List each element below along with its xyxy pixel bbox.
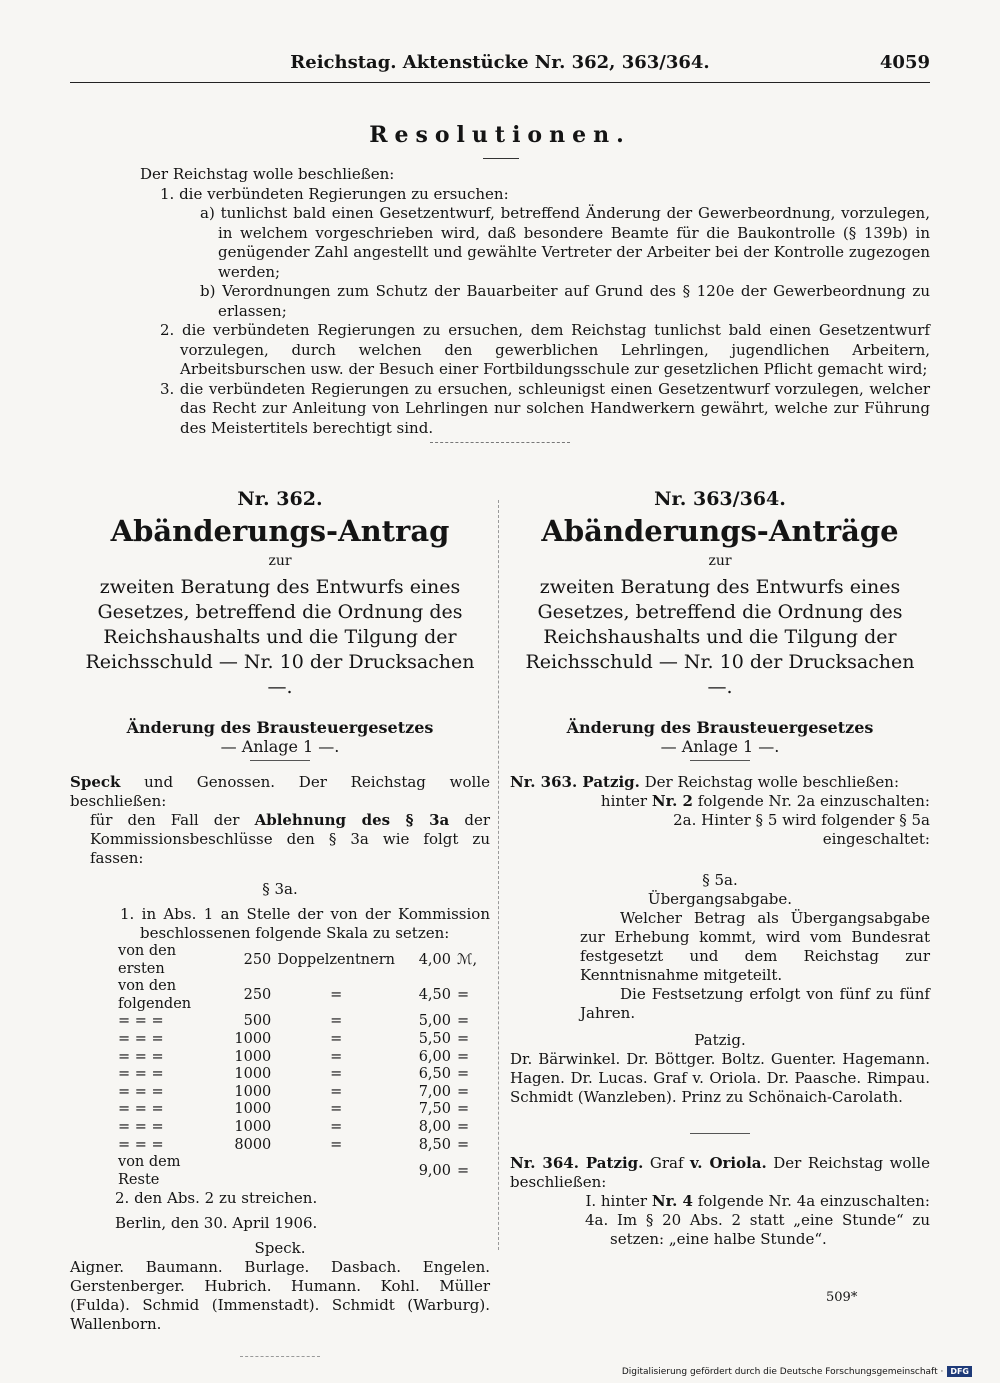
condition-bold: Ablehnung des § 3a bbox=[254, 811, 450, 829]
signers-list: Dr. Bärwinkel. Dr. Böttger. Boltz. Guenter. Hagemann. Hagen. Dr. Lucas. Graf v. Oriola. Dr. Paasche. Rimpau. Schmidt (Wanzleben). Prinz zu Schönaich-Carolath. bbox=[510, 1050, 930, 1106]
signers-list: Aigner. Baumann. Burlage. Dasbach. Engelen. Gerstenberger. Hubrich. Humann. Kohl. Müller (Fulda). Schmid (Immenstadt). Schmidt (Warburg). Wallenborn. bbox=[70, 1258, 490, 1334]
motion-364-text: Der Reichstag wolle beschließen: bbox=[510, 1154, 931, 1191]
row-currency: = bbox=[457, 1136, 470, 1153]
section-divider bbox=[430, 442, 570, 443]
line2-bold: Nr. 2 bbox=[651, 792, 693, 810]
dfg-logo: DFG bbox=[947, 1366, 972, 1377]
row-rate: 9,00 bbox=[418, 1162, 451, 1179]
document-intro: zweiten Beratung des Entwurfs eines Gesetzes, betreffend die Ordnung des Reichshaushalts und die Tilgung der Reichsschuld — Nr. 10 der Drucksachen —. bbox=[525, 576, 915, 698]
line2-text: hinter bbox=[600, 792, 652, 810]
motion-363 bbox=[510, 773, 930, 792]
motion-364 bbox=[510, 1154, 930, 1192]
table-row bbox=[115, 1066, 490, 1084]
date-line: Berlin, den 30. April 1906. bbox=[115, 1214, 318, 1233]
row-rate: 6,00 bbox=[418, 1048, 451, 1065]
row-unit: = bbox=[330, 1136, 343, 1153]
row-unit: Doppelzentnern bbox=[277, 951, 395, 968]
row-prefix: von den ersten bbox=[118, 943, 177, 977]
table-row bbox=[115, 1119, 490, 1137]
motion-363-line2 bbox=[510, 792, 930, 811]
row-prefix: = = = bbox=[118, 1083, 164, 1100]
document-intro: zweiten Beratung des Entwurfs eines Gesetzes, betreffend die Ordnung des Reichshaushalts und die Tilgung der Reichsschuld — Nr. 10 der Drucksachen —. bbox=[85, 576, 475, 698]
table-row bbox=[115, 1084, 490, 1102]
paragraph-label: § 3a. bbox=[262, 880, 298, 898]
column-divider bbox=[498, 500, 499, 1250]
resolution-item-1: 1. die verbündeten Regierungen zu ersuchen: bbox=[160, 184, 509, 203]
row-unit: = bbox=[330, 1101, 343, 1118]
section-title: Änderung des Brausteuergesetzes bbox=[126, 718, 434, 737]
footer-credit bbox=[622, 1366, 972, 1377]
row-prefix: = = = bbox=[118, 1013, 164, 1030]
row-quantity: 1000 bbox=[234, 1066, 272, 1083]
anlage-label: — Anlage 1 —. bbox=[220, 737, 340, 756]
end-rule bbox=[240, 1356, 320, 1357]
row-prefix: = = = bbox=[118, 1101, 164, 1118]
motion-364-line2 bbox=[510, 1192, 930, 1211]
section-title: Änderung des Brausteuergesetzes bbox=[566, 718, 874, 737]
motion-363-line3: 2a. Hinter § 5 wird folgender § 5a eingeschaltet: bbox=[673, 811, 930, 848]
line2-bold: Nr. 4 bbox=[651, 1192, 693, 1210]
table-row bbox=[115, 1031, 490, 1049]
running-title: Reichstag. Aktenstücke Nr. 362, 363/364. bbox=[290, 52, 710, 73]
row-currency: = bbox=[457, 1013, 470, 1030]
paragraph-title: Übergangsabgabe. bbox=[647, 890, 793, 908]
motion-364-bold: v. Oriola. bbox=[690, 1154, 767, 1172]
row-unit: = bbox=[330, 1030, 343, 1047]
document-heading: Abänderungs-Antrag bbox=[110, 514, 450, 548]
row-unit bbox=[274, 1154, 398, 1189]
table-row bbox=[115, 978, 490, 1013]
row-quantity: 250 bbox=[243, 951, 272, 968]
condition-text: für den Fall der bbox=[90, 811, 255, 829]
lead-name: Speck bbox=[70, 773, 121, 791]
paragraph-text-2: Die Festsetzung erfolgt von fünf zu fünf Jahren. bbox=[580, 985, 930, 1022]
motion-363-text: Der Reichstag wolle beschließen: bbox=[639, 773, 899, 791]
row-prefix: = = = bbox=[118, 1118, 164, 1135]
point-1: 1. in Abs. 1 an Stelle der von der Kommission beschlossenen folgende Skala zu setzen: bbox=[120, 905, 490, 942]
motion-364-label: Nr. 364. Patzig. bbox=[510, 1154, 644, 1172]
resolution-item-1b: b) Verordnungen zum Schutz der Bauarbeiter auf Grund des § 120e der Gewerbeordnung zu erlassen; bbox=[200, 282, 930, 320]
zur-text: zur bbox=[268, 553, 292, 569]
header-rule bbox=[70, 82, 930, 83]
row-quantity: 250 bbox=[243, 986, 272, 1003]
row-quantity: 1000 bbox=[234, 1101, 272, 1118]
tax-scale-table bbox=[115, 943, 490, 1189]
motion-lead bbox=[70, 773, 490, 811]
row-currency: = bbox=[457, 1030, 470, 1047]
document-heading: Abänderungs-Anträge bbox=[541, 514, 899, 548]
row-quantity bbox=[208, 1154, 274, 1189]
resolution-item-1a: a) tunlichst bald einen Gesetzentwurf, betreffend Änderung der Gewerbeordnung, vorzulegen, in welchem vorgeschrieben wird, daß besondere Beamte für die Baukontrolle (§ 139b) in genügender Zahl angestellt und gewählte Vertreter der Arbeiter bei der Kontrolle zugezogen werden; bbox=[200, 204, 930, 281]
table-row bbox=[115, 943, 490, 978]
table-row bbox=[115, 1049, 490, 1067]
short-divider bbox=[690, 1133, 750, 1134]
row-unit: = bbox=[330, 1066, 343, 1083]
document-number: Nr. 363/364. bbox=[654, 488, 786, 510]
signer-head: Speck. bbox=[254, 1239, 306, 1258]
footer-text: Digitalisierung gefördert durch die Deutsche Forschungsgemeinschaft · bbox=[621, 1366, 944, 1377]
row-rate: 6,50 bbox=[418, 1066, 451, 1083]
row-currency: = bbox=[457, 1066, 470, 1083]
print-mark: 509* bbox=[826, 1290, 858, 1305]
row-currency: = bbox=[457, 986, 470, 1003]
short-divider bbox=[690, 760, 750, 761]
row-prefix: = = = bbox=[118, 1066, 164, 1083]
resolutions-intro: Der Reichstag wolle beschließen: bbox=[140, 165, 395, 183]
row-currency: ℳ, bbox=[457, 951, 478, 968]
row-quantity: 8000 bbox=[234, 1136, 272, 1153]
document-number: Nr. 362. bbox=[237, 488, 323, 510]
row-prefix: von dem Reste bbox=[118, 1154, 181, 1188]
row-prefix: = = = bbox=[118, 1048, 164, 1065]
row-quantity: 500 bbox=[243, 1013, 272, 1030]
row-quantity: 1000 bbox=[234, 1083, 272, 1100]
row-unit: = bbox=[330, 1083, 343, 1100]
row-unit: = bbox=[330, 1048, 343, 1065]
row-currency: = bbox=[457, 1101, 470, 1118]
row-currency: = bbox=[457, 1118, 470, 1135]
row-currency: = bbox=[457, 1083, 470, 1100]
row-currency: = bbox=[457, 1162, 470, 1179]
table-row bbox=[115, 1101, 490, 1119]
table-row bbox=[115, 1013, 490, 1031]
lead-text: und Genossen. Der Reichstag wolle beschließen: bbox=[70, 773, 490, 810]
resolution-item-3: 3. die verbündeten Regierungen zu ersuchen, schleunigst einen Gesetzentwurf vorzulegen, welcher das Recht zur Anleitung von Lehrlingen nur solchen Handwerkern gewährt, welche zur Führung des Meistertitels berechtigt sind. bbox=[160, 379, 930, 437]
right-column bbox=[510, 490, 930, 1249]
row-rate: 8,00 bbox=[418, 1118, 451, 1135]
row-rate: 8,50 bbox=[418, 1136, 451, 1153]
line2-text: I. hinter bbox=[585, 1192, 652, 1210]
row-rate: 5,00 bbox=[418, 1013, 451, 1030]
page-number: 4059 bbox=[879, 52, 930, 73]
paragraph-label: § 5a. bbox=[702, 871, 738, 889]
row-rate: 4,50 bbox=[418, 986, 451, 1003]
anlage-label: — Anlage 1 —. bbox=[660, 737, 780, 756]
row-currency: = bbox=[457, 1048, 470, 1065]
row-quantity: 1000 bbox=[234, 1048, 272, 1065]
row-rate: 4,00 bbox=[418, 951, 451, 968]
resolution-item-2: 2. die verbündeten Regierungen zu ersuchen, dem Reichstag tunlichst bald einen Gesetzentwurf vorzulegen, durch welchen den gewerblichen Lehrlingen, jugendlichen Arbeitern, Arbeitsburschen usw. der Besuch einer Fortbildungsschule zur gesetzlichen Pflicht gemacht wird; bbox=[160, 321, 930, 378]
zur-text: zur bbox=[708, 553, 732, 569]
table-row bbox=[115, 1154, 490, 1189]
resolutions-body bbox=[140, 165, 930, 438]
line2-end: folgende Nr. 4a einzuschalten: bbox=[693, 1192, 930, 1210]
row-rate: 7,00 bbox=[418, 1083, 451, 1100]
row-rate: 7,50 bbox=[418, 1101, 451, 1118]
page-header bbox=[70, 52, 930, 82]
left-column bbox=[70, 490, 490, 1357]
row-prefix: von den folgenden bbox=[118, 978, 192, 1012]
row-unit: = bbox=[330, 1013, 343, 1030]
point-2: 2. den Abs. 2 zu streichen. bbox=[115, 1189, 318, 1208]
title-rule bbox=[483, 158, 519, 159]
row-prefix: = = = bbox=[118, 1136, 164, 1153]
row-quantity: 1000 bbox=[234, 1118, 272, 1135]
row-unit: = bbox=[330, 986, 343, 1003]
motion-364-mid: Graf bbox=[643, 1154, 691, 1172]
table-row bbox=[115, 1137, 490, 1155]
row-rate: 5,50 bbox=[418, 1030, 451, 1047]
condition-text-end: der Kommissionsbeschlüsse den § 3a wie folgt zu fassen: bbox=[90, 811, 490, 867]
motion-364-line3: 4a. Im § 20 Abs. 2 statt „eine Stunde“ zu setzen: „eine halbe Stunde“. bbox=[585, 1211, 930, 1248]
row-quantity: 1000 bbox=[234, 1030, 272, 1047]
line2-end: folgende Nr. 2a einzuschalten: bbox=[693, 792, 930, 810]
resolutions-title: Resolutionen. bbox=[369, 122, 631, 148]
short-divider bbox=[250, 760, 310, 761]
paragraph-text-1: Welcher Betrag als Übergangsabgabe zur Erhebung kommt, wird vom Bundesrat festgesetzt und dem Reichstag zur Kenntnisnahme mitgeteilt. bbox=[580, 909, 930, 984]
row-prefix: = = = bbox=[118, 1030, 164, 1047]
motion-condition bbox=[70, 811, 490, 868]
motion-363-label: Nr. 363. Patzig. bbox=[510, 773, 640, 791]
signer-head: Patzig. bbox=[694, 1031, 746, 1049]
row-unit: = bbox=[330, 1118, 343, 1135]
